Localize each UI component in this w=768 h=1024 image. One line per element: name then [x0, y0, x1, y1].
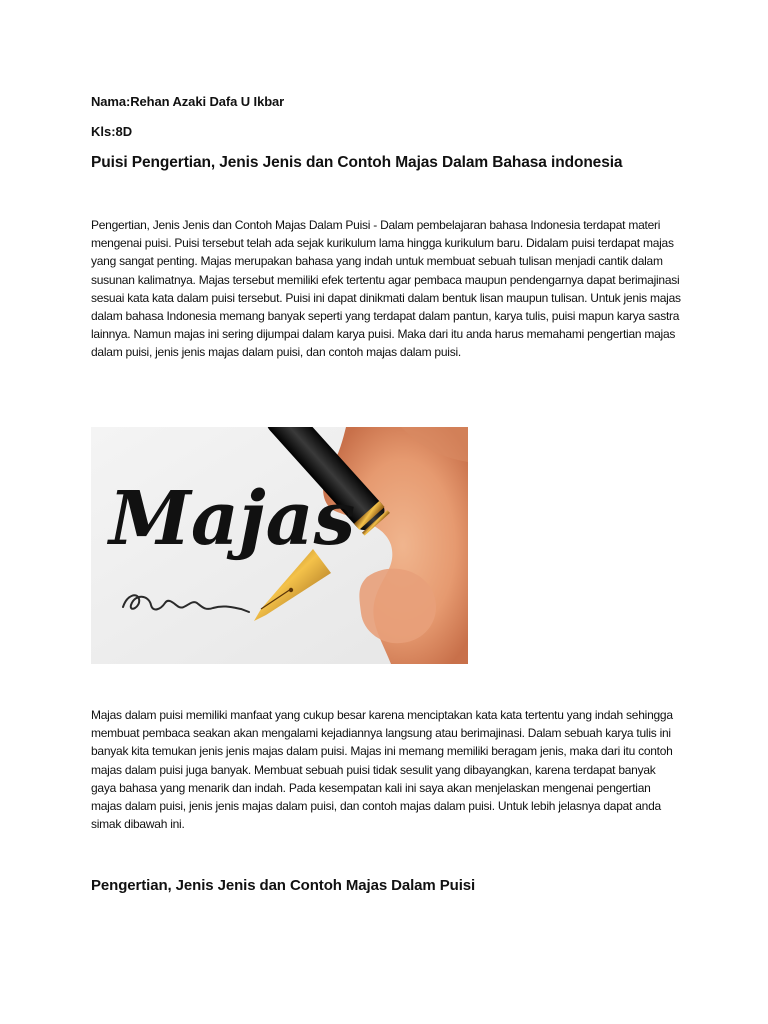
student-class: Kls:8D [91, 124, 133, 139]
section-heading: Pengertian, Jenis Jenis dan Contoh Majas Dalam Puisi [91, 877, 476, 894]
student-name: Nama:Rehan Azaki Dafa U Ikbar [91, 94, 285, 109]
document-title: Puisi Pengertian, Jenis Jenis dan Contoh Majas Dalam Bahasa indonesia [91, 154, 623, 171]
majas-word: Majas [109, 476, 356, 562]
majas-illustration [91, 427, 468, 664]
paragraph-intro: Pengertian, Jenis Jenis dan Contoh Majas Dalam Puisi - Dalam pembelajaran bahasa Indonesia terdapat materi mengenai puisi. Puisi tersebut telah ada sejak kurikulum lama hingga kurikulum baru. Didalam puisi terdapat majas yang sangat penting. Majas merupakan bahasa yang indah untuk membuat sebuah tulisan menjadi cantik dalam susunan kalimatnya. Majas tersebut memiliki efek tertentu agar pembaca maupun pendengarnya dapat berimajinasi sesuai kata kata dalam puisi tersebut. Puisi ini dapat dinikmati dalam bentuk lisan maupun tulisan. Untuk jenis majas dalam bahasa Indonesia memang banyak seperti yang terdapat dalam pantun, karya tulis, puisi mapun karya sastra lainnya. Namun majas ini sering dijumpai dalam karya puisi. Maka dari itu anda harus memahami pengertian majas dalam puisi, jenis jenis majas dalam puisi, dan contoh majas dalam puisi. [91, 218, 681, 360]
paragraph-benefits: Majas dalam puisi memiliki manfaat yang cukup besar karena menciptakan kata kata tertentu yang indah sehingga membuat pembaca seakan akan mengalami kejadiannya langsung atau berimajinasi. Dalam sebuah karya tulis ini banyak kita temukan jenis jenis majas dalam puisi. Majas ini memang memiliki beragam jenis, maka dari itu contoh majas dalam puisi juga banyak. Membuat sebuah puisi tidak sesulit yang dibayangkan, karena terdapat banyak gaya bahasa yang menarik dan indah. Pada kesempatan kali ini saya akan menjelaskan mengenai pengertian majas dalam puisi, jenis jenis majas dalam puisi, dan contoh majas dalam puisi. Untuk lebih jelasnya dapat anda simak dibawah ini. [91, 708, 673, 832]
